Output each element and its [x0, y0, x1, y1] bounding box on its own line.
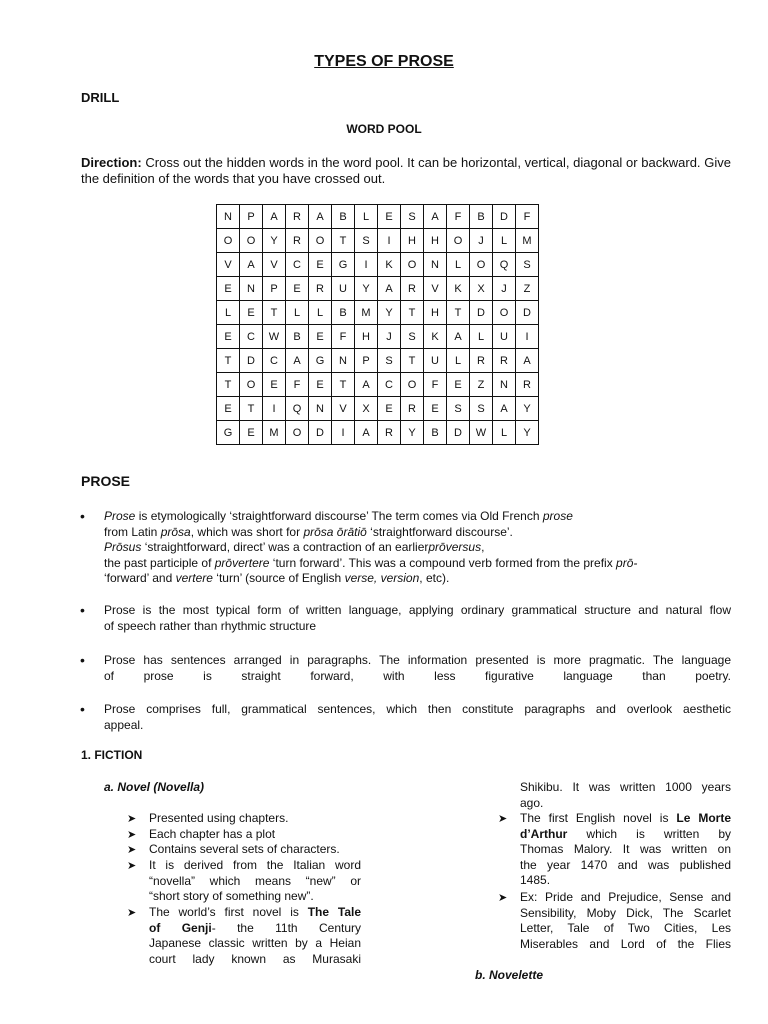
grid-cell: I	[378, 229, 401, 253]
prose-heading: PROSE	[81, 473, 131, 489]
grid-cell: D	[447, 421, 470, 445]
grid-cell: A	[424, 205, 447, 229]
grid-row	[217, 253, 539, 277]
grid-cell: A	[447, 325, 470, 349]
grid-cell: K	[447, 277, 470, 301]
list-item: Ex: Pride and Prejudice, Sense and Sensibility, Moby Dick, The Scarlet Letter, Tale of Two Cities, Les Miserables and Lord of the Flies	[520, 890, 731, 951]
grid-cell: A	[240, 253, 263, 277]
grid-cell: H	[424, 229, 447, 253]
grid-cell: S	[401, 205, 424, 229]
grid-cell: J	[493, 277, 516, 301]
grid-cell: W	[470, 421, 493, 445]
grid-cell: R	[286, 205, 309, 229]
grid-cell: A	[355, 373, 378, 397]
grid-cell: I	[263, 397, 286, 421]
grid-cell: S	[378, 349, 401, 373]
grid-cell: E	[309, 253, 332, 277]
page-title: TYPES OF PROSE	[314, 53, 454, 70]
grid-row	[217, 229, 539, 253]
grid-cell: R	[516, 373, 539, 397]
grid-cell: J	[470, 229, 493, 253]
grid-cell: B	[470, 205, 493, 229]
grid-cell: V	[332, 397, 355, 421]
bullet-etymology: Prose is etymologically ‘straightforward discourse’ The term comes via Old French prose from Latin prōsa, which was short for prōsa ōrātiō ‘straightforward discourse’. Prōsus ‘straightforward, direct’ was a contraction of an earlierprōversus, the past participle of prōvertere ‘turn forward’. This was a compound verb formed from the prefix prō- ‘forward’ and vertere ‘turn’ (source of English verse, version, etc).	[104, 509, 638, 585]
bullet-paragraphs: Prose has sentences arranged in paragraphs. The information presented is more pragmatic. The language of prose is straight forward, with less figurative language than poetry.	[104, 653, 731, 683]
grid-row	[217, 373, 539, 397]
grid-cell: O	[286, 421, 309, 445]
grid-cell: Z	[470, 373, 493, 397]
grid-cell: Y	[355, 277, 378, 301]
grid-cell: O	[470, 253, 493, 277]
grid-cell: L	[447, 253, 470, 277]
grid-cell: E	[309, 325, 332, 349]
grid-cell: X	[470, 277, 493, 301]
grid-cell: Y	[378, 301, 401, 325]
grid-cell: U	[493, 325, 516, 349]
arrow-bullet-icon: ➤	[498, 813, 508, 825]
grid-cell: N	[217, 205, 240, 229]
list-item: Each chapter has a plot	[149, 827, 276, 841]
grid-cell: M	[516, 229, 539, 253]
novel-heading: a. Novel (Novella)	[104, 780, 205, 794]
grid-cell: M	[263, 421, 286, 445]
grid-cell: S	[447, 397, 470, 421]
grid-cell: A	[309, 205, 332, 229]
grid-cell: S	[355, 229, 378, 253]
bullet-icon: •	[80, 652, 85, 668]
grid-cell: I	[355, 253, 378, 277]
list-item: Presented using chapters.	[149, 811, 289, 825]
grid-cell: B	[286, 325, 309, 349]
grid-cell: B	[332, 205, 355, 229]
list-item: The world’s first novel is The Tale of Genji- the 11th Century Japanese classic written by a Heian court lady known as Murasaki	[149, 905, 361, 966]
grid-cell: N	[332, 349, 355, 373]
grid-cell: H	[424, 301, 447, 325]
grid-row	[217, 397, 539, 421]
grid-cell: O	[401, 253, 424, 277]
grid-cell: E	[309, 373, 332, 397]
grid-cell: E	[240, 421, 263, 445]
bullet-icon: •	[80, 602, 85, 618]
grid-cell: P	[240, 205, 263, 229]
grid-cell: C	[378, 373, 401, 397]
grid-cell: R	[401, 277, 424, 301]
grid-row	[217, 301, 539, 325]
list-item: It is derived from the Italian word “novella” which means “new” or “short story of something new”.	[149, 858, 361, 903]
grid-cell: Y	[263, 229, 286, 253]
grid-cell: E	[217, 325, 240, 349]
grid-cell: K	[424, 325, 447, 349]
grid-cell: X	[355, 397, 378, 421]
grid-cell: F	[447, 205, 470, 229]
arrow-bullet-icon: ➤	[498, 892, 508, 904]
grid-row	[217, 421, 539, 445]
grid-cell: S	[516, 253, 539, 277]
list-item: The first English novel is Le Morte d’Arthur which is written by Thomas Malory. It was written on the year 1470 and was published 1485.	[520, 811, 731, 887]
arrow-bullet-icon: ➤	[127, 813, 137, 825]
grid-cell: E	[447, 373, 470, 397]
grid-cell: N	[493, 373, 516, 397]
grid-cell: F	[286, 373, 309, 397]
drill-heading: DRILL	[81, 90, 120, 105]
grid-cell: R	[286, 229, 309, 253]
grid-cell: G	[217, 421, 240, 445]
grid-row	[217, 325, 539, 349]
grid-cell: V	[424, 277, 447, 301]
grid-cell: F	[516, 205, 539, 229]
grid-cell: V	[263, 253, 286, 277]
grid-cell: O	[447, 229, 470, 253]
grid-cell: O	[309, 229, 332, 253]
grid-cell: N	[240, 277, 263, 301]
grid-cell: A	[355, 421, 378, 445]
grid-cell: L	[309, 301, 332, 325]
grid-cell: E	[286, 277, 309, 301]
grid-cell: F	[332, 325, 355, 349]
grid-cell: W	[263, 325, 286, 349]
grid-cell: T	[217, 373, 240, 397]
grid-cell: L	[447, 349, 470, 373]
grid-cell: T	[263, 301, 286, 325]
grid-cell: R	[378, 421, 401, 445]
grid-cell: J	[378, 325, 401, 349]
grid-cell: T	[332, 373, 355, 397]
grid-cell: D	[309, 421, 332, 445]
arrow-bullet-icon: ➤	[127, 844, 137, 856]
word-search-grid	[216, 204, 539, 445]
grid-cell: P	[263, 277, 286, 301]
grid-cell: D	[240, 349, 263, 373]
grid-row	[217, 205, 539, 229]
grid-cell: N	[424, 253, 447, 277]
grid-cell: Q	[286, 397, 309, 421]
grid-cell: R	[309, 277, 332, 301]
grid-cell: M	[355, 301, 378, 325]
grid-cell: E	[378, 397, 401, 421]
grid-cell: T	[332, 229, 355, 253]
grid-cell: V	[217, 253, 240, 277]
grid-cell: R	[401, 397, 424, 421]
grid-cell: C	[286, 253, 309, 277]
grid-cell: Y	[516, 421, 539, 445]
grid-cell: D	[516, 301, 539, 325]
grid-cell: H	[355, 325, 378, 349]
bullet-written-language: Prose is the most typical form of written language, applying ordinary grammatical structure and natural flow of speech rather than rhythmic structure	[104, 603, 731, 633]
grid-cell: D	[470, 301, 493, 325]
grid-cell: Q	[493, 253, 516, 277]
grid-cell: G	[309, 349, 332, 373]
grid-cell: I	[516, 325, 539, 349]
grid-cell: U	[424, 349, 447, 373]
grid-cell: O	[493, 301, 516, 325]
grid-cell: L	[493, 229, 516, 253]
list-item-continuation: Shikibu. It was written 1000 years ago.	[520, 780, 731, 810]
grid-cell: B	[424, 421, 447, 445]
grid-cell: N	[309, 397, 332, 421]
grid-cell: R	[493, 349, 516, 373]
direction-text: Cross out the hidden words in the word pool. It can be horizontal, vertical, diagonal or backward. Give the definition of the words that you have crossed out.	[81, 155, 731, 186]
grid-cell: A	[378, 277, 401, 301]
grid-cell: U	[332, 277, 355, 301]
arrow-bullet-icon: ➤	[127, 860, 137, 872]
direction-label: Direction:	[81, 155, 142, 170]
grid-cell: O	[401, 373, 424, 397]
grid-cell: K	[378, 253, 401, 277]
grid-cell: S	[401, 325, 424, 349]
grid-cell: D	[493, 205, 516, 229]
grid-cell: Y	[516, 397, 539, 421]
grid-cell: E	[424, 397, 447, 421]
grid-cell: H	[401, 229, 424, 253]
grid-cell: L	[217, 301, 240, 325]
grid-cell: L	[493, 421, 516, 445]
grid-cell: S	[470, 397, 493, 421]
grid-cell: T	[240, 397, 263, 421]
grid-cell: C	[240, 325, 263, 349]
grid-cell: R	[470, 349, 493, 373]
grid-cell: T	[401, 301, 424, 325]
grid-cell: B	[332, 301, 355, 325]
direction-paragraph	[81, 155, 731, 187]
grid-cell: O	[217, 229, 240, 253]
list-item: Contains several sets of characters.	[149, 842, 340, 856]
grid-row	[217, 277, 539, 301]
fiction-heading: 1. FICTION	[81, 748, 143, 762]
grid-cell: A	[263, 205, 286, 229]
grid-cell: T	[217, 349, 240, 373]
grid-cell: T	[401, 349, 424, 373]
grid-cell: Y	[401, 421, 424, 445]
grid-cell: P	[355, 349, 378, 373]
grid-cell: E	[378, 205, 401, 229]
grid-cell: A	[286, 349, 309, 373]
grid-cell: I	[332, 421, 355, 445]
novelette-heading: b. Novelette	[475, 968, 544, 982]
grid-cell: A	[493, 397, 516, 421]
grid-cell: T	[447, 301, 470, 325]
word-pool-heading: WORD POOL	[346, 122, 422, 136]
grid-cell: O	[240, 229, 263, 253]
grid-cell: L	[470, 325, 493, 349]
bullet-icon: •	[80, 508, 85, 524]
grid-row	[217, 349, 539, 373]
grid-cell: C	[263, 349, 286, 373]
grid-cell: E	[217, 277, 240, 301]
grid-cell: L	[355, 205, 378, 229]
grid-cell: L	[286, 301, 309, 325]
bullet-sentences: Prose comprises full, grammatical sentences, which then constitute paragraphs and overlook aesthetic appeal.	[104, 702, 731, 732]
grid-cell: E	[263, 373, 286, 397]
grid-cell: A	[516, 349, 539, 373]
grid-cell: F	[424, 373, 447, 397]
grid-cell: G	[332, 253, 355, 277]
grid-cell: Z	[516, 277, 539, 301]
grid-cell: O	[240, 373, 263, 397]
grid-cell: E	[240, 301, 263, 325]
bullet-icon: •	[80, 701, 85, 717]
arrow-bullet-icon: ➤	[127, 829, 137, 841]
grid-cell: E	[217, 397, 240, 421]
arrow-bullet-icon: ➤	[127, 907, 137, 919]
